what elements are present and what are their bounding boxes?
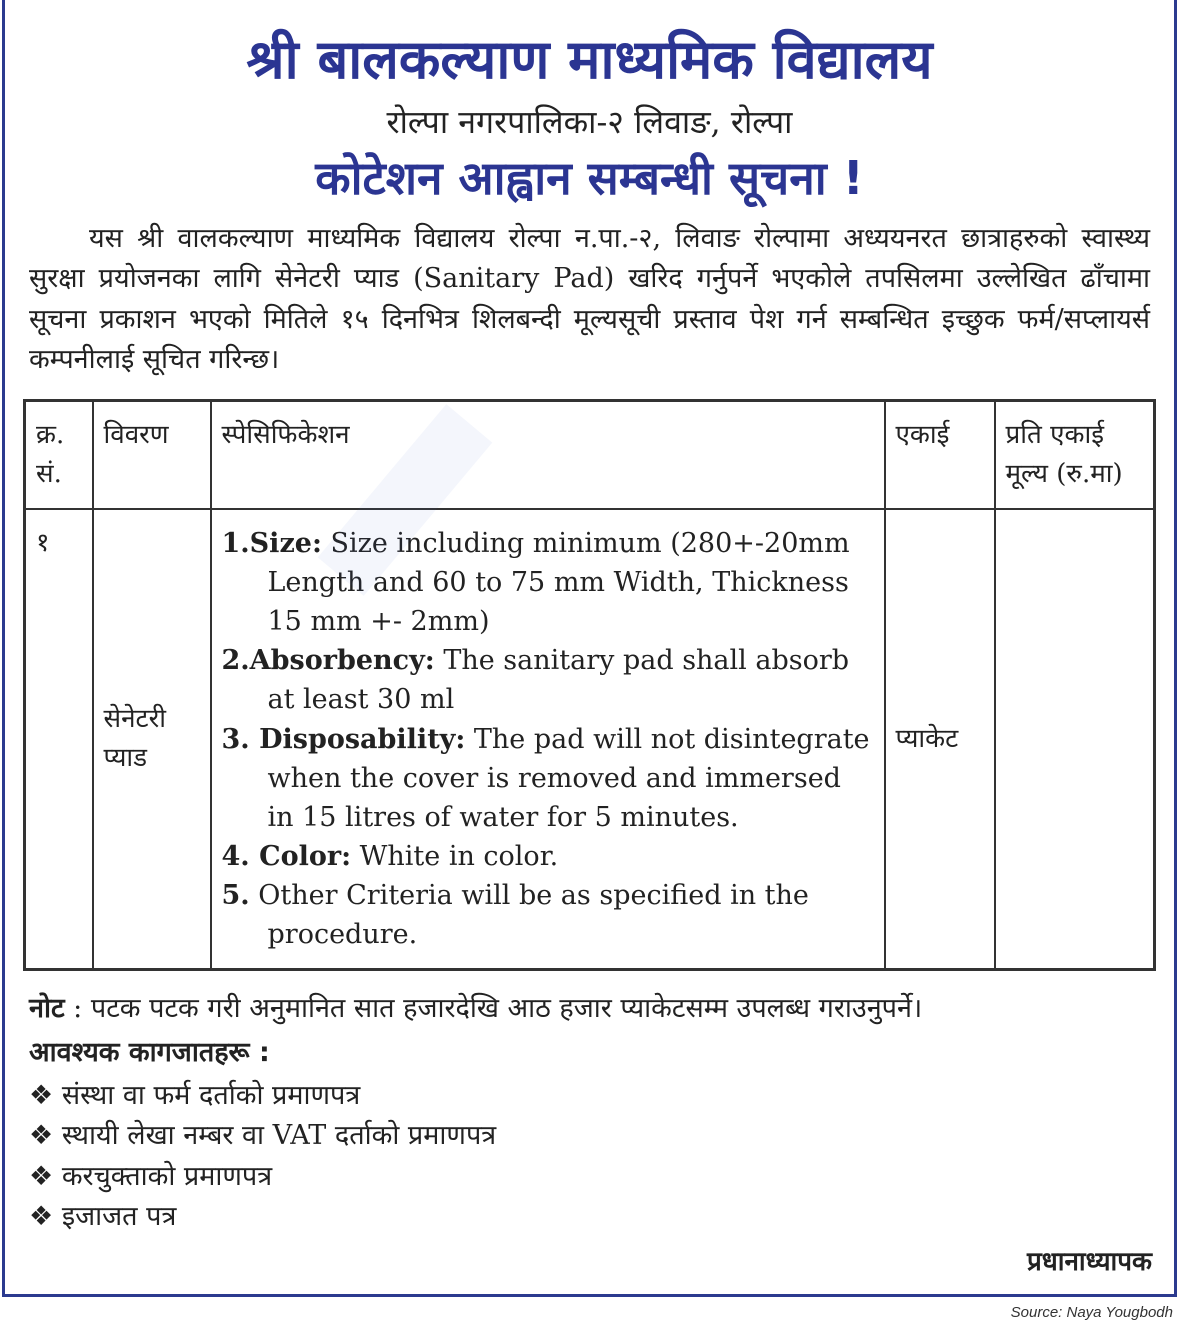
spec-line [222,641,874,719]
document-text: संस्था वा फर्म दर्ताको प्रमाणपत्र [61,1079,361,1111]
spec-label: 3. Disposability: [221,723,466,755]
spec-label: 5. [221,880,250,912]
cell-unit: प्याकेट [885,509,995,970]
spec-text: Other Criteria will be as specified in the procedure. [249,880,809,951]
notice-frame [2,0,1177,1297]
spec-label: 2.Absorbency: [221,645,435,677]
bullet-icon: ❖ [29,1201,54,1233]
spec-line [222,876,874,954]
spec-label: 4. Color: [221,841,352,873]
document-text: स्थायी लेखा नम्बर वा VAT दर्ताको प्रमाणपत्र [61,1120,497,1152]
list-item [29,1076,1150,1117]
notice-body: यस श्री वालकल्याण माध्यमिक विद्यालय रोल्पा न.पा.-२, लिवाङ रोल्पामा अध्ययनरत छात्राहरुको स्वास्थ्य सुरक्षा प्रयोजनका लागि सेनेटरी प्याड (Sanitary Pad) खरिद गर्नुपर्ने भएकोले तपसिलमा उल्लेखित ढाँचामा सूचना प्रकाशन भएको मितिले १५ दिनभित्र शिलबन्दी मूल्यसूची प्रस्ताव पेश गर्न सम्बन्धित इच्छुक फर्म/सप्लायर्स कम्पनीलाई सूचित गरिन्छ। [29,222,1150,376]
spec-line [222,524,874,641]
spec-text: The sanitary pad shall absorb at least 30 ml [267,645,850,716]
list-item [29,1116,1150,1157]
spec-text: White in color. [351,841,559,873]
cell-sn: १ [25,509,93,970]
source-credit: Source: Naya Yougbodh [1010,1304,1173,1322]
document-text: इजाजत पत्र [61,1201,177,1233]
school-address: रोल्पा नगरपालिका-२ लिवाङ, रोल्पा [386,102,793,141]
table-row [25,509,1155,970]
signature: प्रधानाध्यापक [1026,1246,1152,1277]
quotation-table [23,399,1156,972]
list-item [29,1197,1150,1238]
header-sn: क्र. सं. [25,400,93,509]
spec-line [222,837,874,876]
header-price: प्रति एकाई मूल्य (रु.मा) [995,400,1155,509]
cell-price [995,509,1155,970]
header-unit: एकाई [885,400,995,509]
note [29,989,1150,1028]
cell-item: सेनेटरी प्याड [93,509,211,970]
note-text: : पटक पटक गरी अनुमानित सात हजारदेखि आठ हजार प्याकेटसम्म उपलब्ध गराउनुपर्ने। [64,993,923,1025]
spec-text: Size including minimum (280+-20mm Length and 60 to 75 mm Width, Thickness 15 mm +- 2mm) [267,527,850,638]
spec-text: The pad will not disintegrate when the cover is removed and immersed in 15 litres of water for 5 minutes. [267,723,870,833]
spec-label: 1.Size: [221,527,322,559]
list-item [29,1157,1150,1198]
bullet-icon: ❖ [29,1120,54,1152]
table-header-row [25,400,1155,509]
bullet-icon: ❖ [29,1079,54,1111]
documents-list [29,1076,1150,1238]
documents-heading: आवश्यक कागजातहरू : [29,1036,270,1068]
spec-line [222,720,874,837]
cell-spec [211,509,885,970]
header-spec: स्पेसिफिकेशन [211,400,885,509]
bullet-icon: ❖ [29,1160,54,1192]
notice-title: कोटेशन आह्वान सम्बन्धी सूचना ! [315,151,864,206]
document-text: करचुक्ताको प्रमाणपत्र [61,1160,273,1192]
school-name: श्री बालकल्याण माध्यमिक विद्यालय [246,28,933,91]
note-label: नोट [29,993,65,1025]
header-item: विवरण [93,400,211,509]
